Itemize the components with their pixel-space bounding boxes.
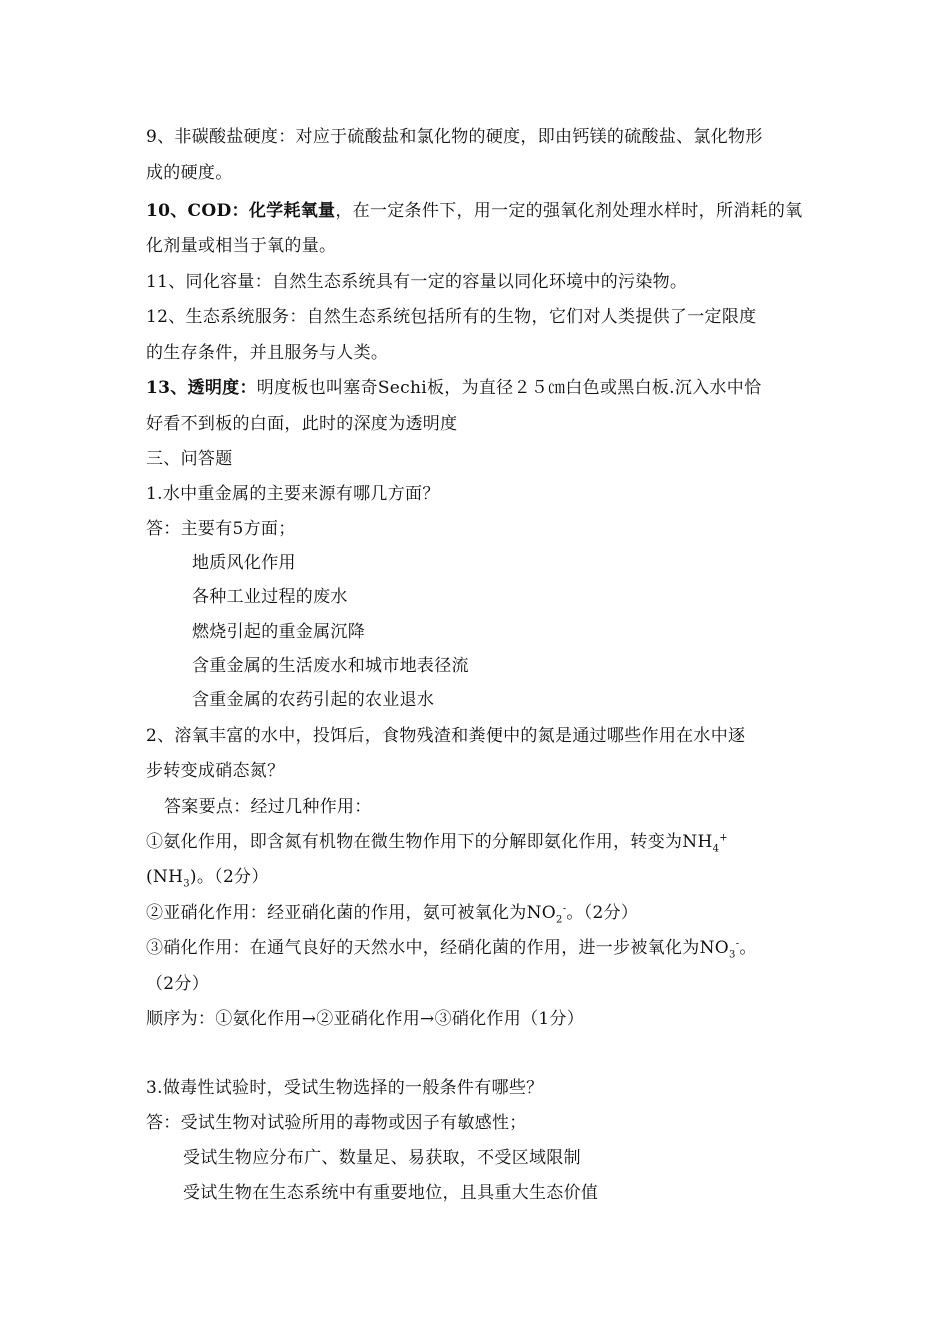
answer-2-order: 顺序为：①氨化作用→②亚硝化作用→③硝化作用（1分） bbox=[146, 1009, 585, 1029]
subscript: 2 bbox=[556, 914, 563, 926]
point-1-score: )。（2分） bbox=[189, 867, 269, 887]
section-title: 三、问答题 bbox=[146, 449, 233, 469]
question-2-line1: 2、溶氧丰富的水中，投饵后，食物残渣和粪便中的氮是通过哪些作用在水中逐 bbox=[146, 726, 746, 746]
answer-1-item: 各种工业过程的废水 bbox=[192, 587, 348, 607]
superscript: - bbox=[735, 938, 740, 950]
answer-2-intro: 答案要点：经过几种作用： bbox=[164, 797, 372, 817]
definition-12-line2: 的生存条件，并且服务与人类。 bbox=[146, 343, 389, 363]
answer-2-point-1-line2 bbox=[146, 865, 811, 889]
question-1: 1.水中重金属的主要来源有哪几方面？ bbox=[146, 484, 440, 504]
answer-2-point-2 bbox=[146, 901, 811, 925]
point-1-formula: (NH bbox=[146, 867, 184, 887]
answer-1-item: 含重金属的农药引起的农业退水 bbox=[192, 690, 435, 710]
definition-13-line1 bbox=[146, 376, 811, 400]
question-3: 3.做毒性试验时，受试生物选择的一般条件有哪些？ bbox=[146, 1078, 544, 1098]
answer-2-point-3-line1 bbox=[146, 936, 811, 960]
point-2-text: ②亚硝化作用：经亚硝化菌的作用，氨可被氧化为NO bbox=[146, 903, 557, 923]
subscript: 3 bbox=[183, 878, 190, 890]
definition-10-text: ，在一定条件下，用一定的强氧化剂处理水样时，所消耗的氧 bbox=[335, 201, 803, 221]
answer-1-item: 地质风化作用 bbox=[192, 553, 296, 573]
answer-1-item: 燃烧引起的重金属沉降 bbox=[192, 622, 365, 642]
superscript: + bbox=[719, 832, 728, 844]
definition-10-term: 10、COD：化学耗氧量 bbox=[146, 201, 336, 221]
answer-3-intro: 答：受试生物对试验所用的毒物或因子有敏感性； bbox=[146, 1113, 527, 1133]
definition-11-line1: 11、同化容量：自然生态系统具有一定的容量以同化环境中的污染物。 bbox=[146, 272, 688, 292]
answer-2-point-1-line1 bbox=[146, 830, 811, 854]
definition-13-text: 明度板也叫塞奇Sechi板，为直径２５㎝白色或黑白板.沉入水中恰 bbox=[256, 378, 762, 398]
answer-2-point-3-line2: （2分） bbox=[146, 974, 210, 994]
point-1-text: ①氨化作用，即含氮有机物在微生物作用下的分解即氨化作用，转变为NH bbox=[146, 832, 713, 852]
definition-9-line2: 成的硬度。 bbox=[146, 163, 233, 183]
answer-1-item: 含重金属的生活废水和城市地表径流 bbox=[192, 656, 469, 676]
point-2-score: 。（2分） bbox=[566, 903, 639, 923]
point-3-text: ③硝化作用：在通气良好的天然水中，经硝化菌的作用，进一步被氧化为NO bbox=[146, 938, 730, 958]
question-2-line2: 步转变成硝态氮？ bbox=[146, 761, 285, 781]
definition-12-line1: 12、生态系统服务：自然生态系统包括所有的生物，它们对人类提供了一定限度 bbox=[146, 307, 757, 327]
superscript: - bbox=[562, 903, 567, 915]
subscript: 4 bbox=[712, 843, 720, 855]
definition-10-line2: 化剂量或相当于氧的量。 bbox=[146, 236, 337, 256]
definition-13-line2: 好看不到板的白面，此时的深度为透明度 bbox=[146, 414, 458, 434]
definition-10-line1 bbox=[146, 199, 811, 223]
answer-3-item: 受试生物在生态系统中有重要地位，且具重大生态价值 bbox=[183, 1183, 599, 1203]
point-3-end: 。 bbox=[739, 938, 757, 958]
answer-3-item: 受试生物应分布广、数量足、易获取，不受区域限制 bbox=[183, 1148, 581, 1168]
subscript: 3 bbox=[729, 949, 736, 961]
definition-9-line1: 9、非碳酸盐硬度：对应于硫酸盐和氯化物的硬度，即由钙镁的硫酸盐、氯化物形 bbox=[146, 127, 763, 147]
answer-1-intro: 答：主要有5方面； bbox=[146, 519, 296, 539]
definition-13-term: 13、透明度： bbox=[146, 378, 257, 398]
